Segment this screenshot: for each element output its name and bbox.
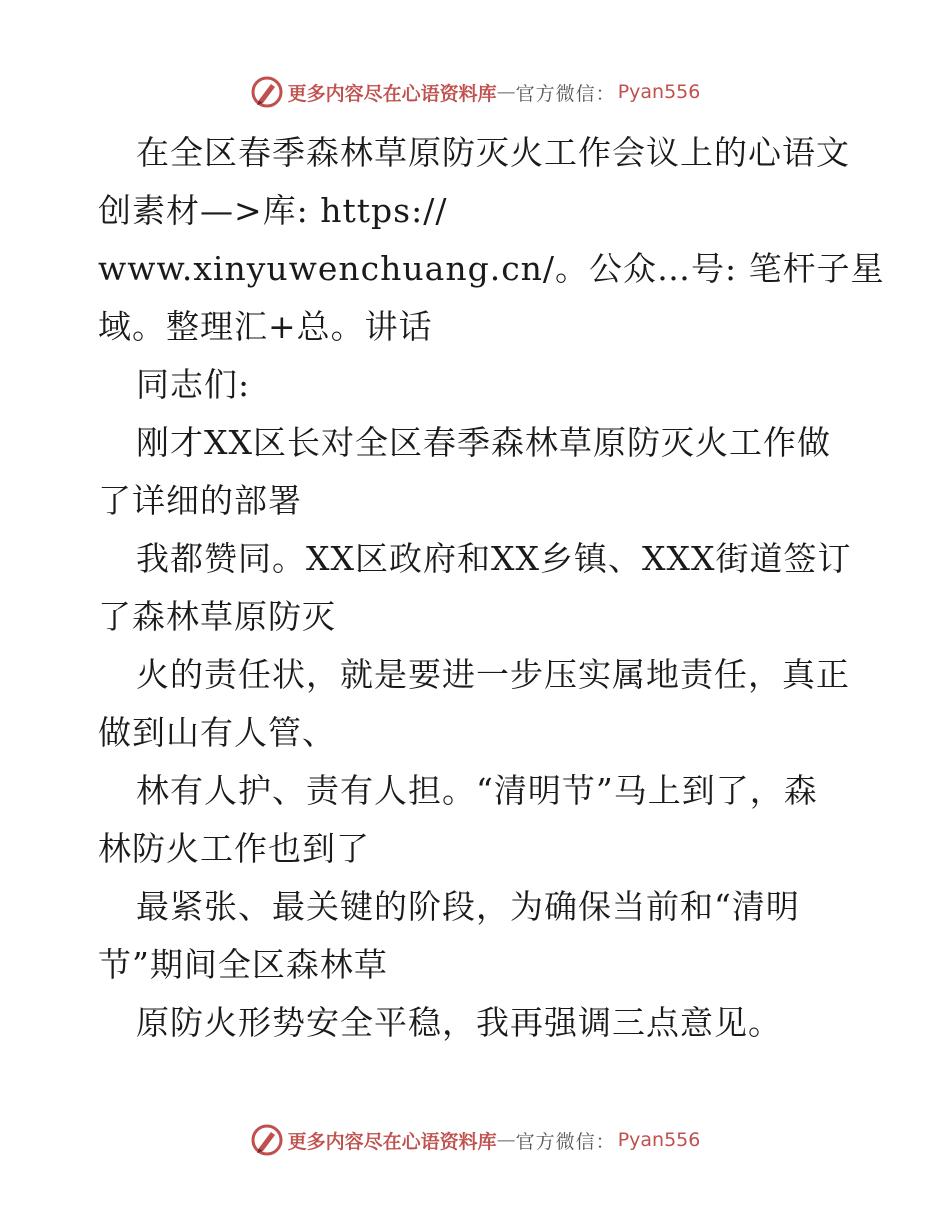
banner-lead-text: 更多内容尽在心语资料库 <box>287 1130 497 1153</box>
text-line: 创素材—>库: https:// <box>98 191 448 230</box>
text-line: 林有人护、责有人担。“清明节”马上到了，森 <box>136 771 818 810</box>
banner-wechat-label: 官方微信： <box>515 1130 616 1153</box>
text-line: 我都赞同。XX区政府和XX乡镇、XXX街道签订 <box>136 539 852 578</box>
text-line: 了详细的部署 <box>98 481 302 520</box>
footer-banner <box>0 1120 950 1160</box>
text-line: 原防火形势安全平稳，我再强调三点意见。 <box>136 1003 782 1042</box>
text-line: 在全区春季森林草原防灭火工作会议上的心语文 <box>136 133 850 172</box>
text-line: 林防火工作也到了 <box>98 829 370 868</box>
banner-wechat-id: Pyan556 <box>617 1129 701 1151</box>
text-line: 节”期间全区森林草 <box>98 945 388 984</box>
text-line: 域。整理汇+总。讲话 <box>98 307 433 346</box>
banner-lead-text: 更多内容尽在心语资料库 <box>287 82 497 105</box>
document-body <box>98 124 885 1052</box>
text-line: 刚才XX区长对全区春季森林草原防灭火工作做 <box>136 423 831 462</box>
text-line: www.xinyuwenchuang.cn/。公众…号: 笔杆子星 <box>98 249 885 288</box>
text-line: 同志们: <box>136 365 251 404</box>
text-line: 了森林草原防灭 <box>98 597 336 636</box>
banner-wechat-label: 官方微信： <box>515 82 616 105</box>
header-banner <box>0 72 950 112</box>
text-line: 火的责任状，就是要进一步压实属地责任，真正 <box>136 655 850 694</box>
banner-dash: — <box>496 81 516 103</box>
banner-dash: — <box>496 1129 516 1151</box>
text-line: 做到山有人管、 <box>98 713 336 752</box>
pen-logo-icon <box>250 75 284 109</box>
pen-logo-icon <box>250 1123 284 1157</box>
text-line: 最紧张、最关键的阶段，为确保当前和“清明 <box>136 887 800 926</box>
banner-wechat-id: Pyan556 <box>617 81 701 103</box>
